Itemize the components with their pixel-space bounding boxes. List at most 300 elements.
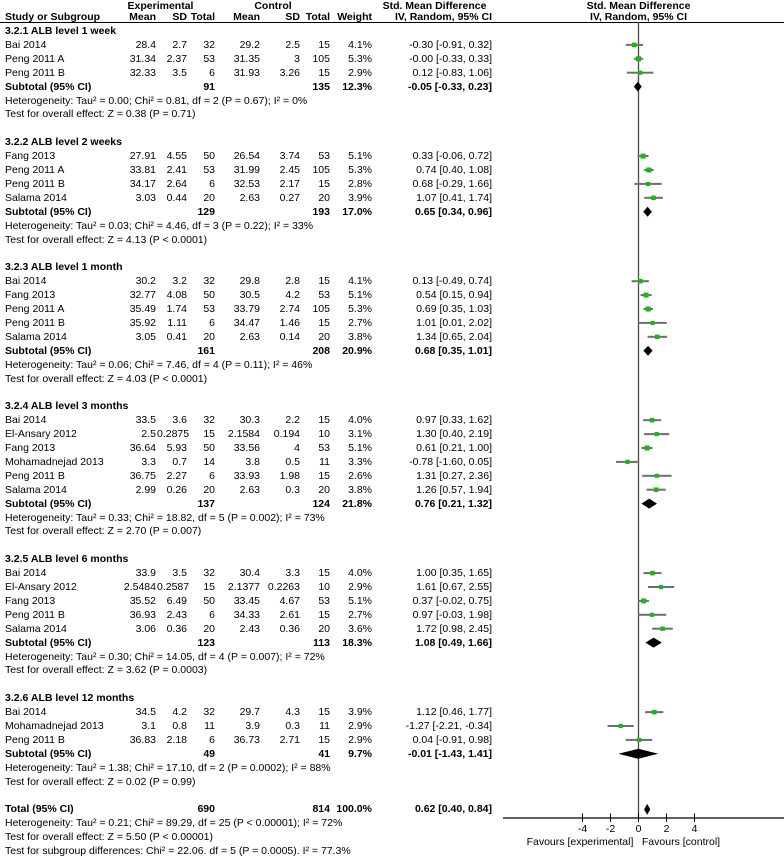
- study-row: [0, 705, 784, 719]
- column-weight: Weight: [337, 10, 372, 23]
- exp-mean: 28.4: [135, 38, 156, 51]
- exp-total: 53: [203, 164, 215, 176]
- ctrl-total: 105: [312, 52, 330, 65]
- smd-ci: -0.78 [-1.60, 0.05]: [409, 455, 492, 468]
- ctrl-sd: 0.14: [279, 330, 300, 343]
- heterogeneity-row: [0, 358, 784, 372]
- weight: 2.9%: [348, 720, 372, 732]
- exp-sd: 2.7: [172, 38, 187, 51]
- study-name: Subtotal (95% CI): [5, 747, 92, 760]
- study-name: Peng 2011 B: [5, 733, 65, 746]
- exp-sd: 2.37: [166, 52, 187, 65]
- weight: 21.8%: [342, 497, 372, 510]
- ctrl-mean: 2.1377: [227, 581, 260, 593]
- exp-total: 20: [203, 483, 215, 496]
- study-name: Total (95% CI): [5, 803, 74, 816]
- exp-sd: 4.08: [166, 289, 187, 302]
- weight: 18.3%: [342, 636, 372, 649]
- smd-ci: 0.65 [0.34, 0.96]: [414, 205, 492, 218]
- study-name: Subtotal (95% CI): [5, 636, 92, 649]
- ctrl-mean: 29.2: [239, 38, 260, 51]
- weight: 5.1%: [348, 150, 372, 163]
- smd-ci: 1.34 [0.65, 2.04]: [416, 330, 492, 343]
- ctrl-sd: 2.2: [285, 414, 300, 427]
- weight: 5.3%: [348, 52, 372, 65]
- study-name: Peng 2011 A: [5, 52, 65, 65]
- ctrl-total: 15: [318, 706, 330, 719]
- weight: 5.1%: [348, 442, 372, 454]
- study-name: Mohamadnejad 2013: [5, 455, 104, 468]
- subtotal-row: [0, 344, 784, 358]
- weight: 5.1%: [348, 289, 372, 302]
- study-name: Peng 2011 A: [5, 303, 65, 315]
- smd-ci: 1.01 [0.01, 2.02]: [416, 316, 492, 329]
- study-row: [0, 66, 784, 80]
- weight: 20.9%: [342, 344, 372, 357]
- ctrl-mean: 31.99: [233, 164, 260, 176]
- study-name: Salama 2014: [5, 483, 67, 496]
- exp-sd: 1.74: [166, 303, 187, 315]
- ctrl-sd: 0.3: [285, 483, 300, 496]
- heterogeneity-row: [0, 650, 784, 664]
- exp-sd: 2.18: [166, 733, 187, 746]
- ctrl-mean: 30.3: [239, 414, 260, 427]
- ctrl-total: 11: [319, 720, 330, 732]
- ctrl-mean: 31.93: [233, 66, 260, 79]
- smd-ci: -0.30 [-0.91, 0.32]: [409, 38, 492, 51]
- section-title-row: [0, 691, 784, 705]
- ctrl-sd: 3: [294, 52, 300, 65]
- effect-test-row: [0, 775, 784, 789]
- study-name: Bai 2014: [5, 275, 47, 288]
- exp-sd: 2.41: [166, 164, 187, 176]
- ctrl-total: 53: [318, 594, 330, 607]
- study-name: Peng 2011 B: [5, 66, 65, 79]
- exp-total: 32: [203, 567, 215, 580]
- exp-mean: 31.34: [129, 52, 156, 65]
- study-name: El-Ansary 2012: [5, 428, 77, 441]
- study-name: El-Ansary 2012: [5, 581, 77, 593]
- plot-title: Std. Mean Difference: [586, 0, 691, 12]
- ctrl-mean: 33.93: [233, 469, 260, 482]
- ctrl-sd: 3.26: [279, 66, 300, 79]
- smd-ci: 0.76 [0.21, 1.32]: [414, 497, 492, 510]
- study-row: [0, 316, 784, 330]
- exp-mean: 34.17: [129, 177, 156, 190]
- study-name: Salama 2014: [5, 330, 67, 343]
- ctrl-mean: 33.79: [233, 303, 260, 315]
- ctrl-mean: 34.33: [233, 608, 260, 621]
- weight: 5.3%: [348, 303, 372, 315]
- weight: 3.1%: [348, 428, 372, 441]
- exp-mean: 2.99: [135, 483, 156, 496]
- weight: 2.6%: [348, 469, 372, 482]
- study-name: Mohamadnejad 2013: [5, 720, 104, 732]
- subtotal-row: [0, 636, 784, 650]
- ctrl-sd: 2.5: [285, 38, 300, 51]
- smd-ci: 0.97 [0.33, 1.62]: [416, 414, 492, 427]
- weight: 100.0%: [336, 803, 372, 816]
- ctrl-mean: 31.35: [233, 52, 260, 65]
- stat-text: Test for overall effect: Z = 0.38 (P = 0.71): [5, 108, 196, 121]
- ctrl-sd: 1.98: [279, 469, 300, 482]
- smd-ci: 1.00 [0.35, 1.65]: [416, 567, 492, 580]
- exp-total: 91: [203, 80, 215, 93]
- ctrl-sd: 4: [294, 442, 300, 454]
- ctrl-total: 105: [312, 303, 330, 315]
- exp-sd: 3.6: [172, 414, 187, 427]
- exp-total: 32: [203, 706, 215, 719]
- ctrl-mean: 26.54: [233, 150, 260, 163]
- heterogeneity-row: [0, 816, 784, 830]
- weight: 5.3%: [348, 164, 372, 176]
- study-name: Peng 2011 A: [5, 164, 65, 176]
- ctrl-sd: 2.61: [279, 608, 300, 621]
- ctrl-total: 124: [312, 497, 330, 510]
- exp-total: 50: [203, 150, 215, 163]
- study-row: [0, 149, 784, 163]
- study-row: [0, 441, 784, 455]
- effect-test-row: [0, 663, 784, 677]
- smd-ci: 1.72 [0.98, 2.45]: [416, 622, 492, 635]
- ctrl-mean: 30.5: [239, 289, 260, 302]
- exp-total: 50: [203, 442, 215, 454]
- subgroup-test-row: [0, 844, 784, 858]
- study-name: Bai 2014: [5, 414, 47, 427]
- ctrl-mean: 29.7: [239, 706, 260, 719]
- exp-mean: 36.93: [129, 608, 156, 621]
- heterogeneity-row: [0, 94, 784, 108]
- section-title-row: [0, 552, 784, 566]
- stat-text: Heterogeneity: Tau² = 0.06; Chi² = 7.46, df = 4 (P = 0.11); I² = 46%: [5, 358, 313, 371]
- study-name: Subtotal (95% CI): [5, 80, 92, 93]
- ctrl-mean: 36.73: [233, 733, 260, 746]
- tick-label: 0: [635, 823, 642, 835]
- study-name: 3.2.4 ALB level 3 months: [5, 400, 129, 413]
- section-title-row: [0, 24, 784, 38]
- ctrl-sd: 2.17: [279, 177, 300, 190]
- study-row: [0, 455, 784, 469]
- weight: 3.9%: [348, 191, 372, 204]
- stat-text: Test for overall effect: Z = 0.02 (P = 0.99): [5, 775, 196, 788]
- axis-label-right: Favours [control]: [641, 836, 721, 848]
- smd-ci: 0.68 [0.35, 1.01]: [414, 344, 492, 357]
- column-group-smd: Std. Mean Difference: [382, 0, 487, 12]
- study-name: Subtotal (95% CI): [5, 344, 92, 357]
- exp-total: 53: [203, 52, 215, 65]
- weight: 12.3%: [342, 80, 372, 93]
- exp-mean: 36.64: [129, 442, 156, 454]
- column-ctrl-sd: SD: [285, 10, 300, 23]
- smd-ci: 0.54 [0.15, 0.94]: [416, 289, 492, 302]
- exp-total: 6: [209, 177, 215, 190]
- ctrl-sd: 3.3: [285, 567, 300, 580]
- exp-total: 32: [203, 275, 215, 288]
- exp-total: 50: [203, 289, 215, 302]
- study-row: [0, 274, 784, 288]
- exp-sd: 0.44: [166, 191, 187, 204]
- study-row: [0, 38, 784, 52]
- exp-mean: 2.5484: [123, 581, 156, 593]
- exp-total: 129: [197, 205, 215, 218]
- exp-total: 6: [209, 608, 215, 621]
- column-ctrl-mean: Mean: [233, 10, 260, 23]
- study-name: 3.2.3 ALB level 1 month: [5, 261, 123, 274]
- ctrl-total: 113: [313, 636, 330, 649]
- weight: 4.1%: [348, 275, 372, 288]
- study-row: [0, 163, 784, 177]
- study-row: [0, 733, 784, 747]
- exp-total: 20: [203, 622, 215, 635]
- study-row: [0, 594, 784, 608]
- ctrl-total: 15: [318, 733, 330, 746]
- study-row: [0, 483, 784, 497]
- exp-sd: 4.55: [166, 150, 187, 163]
- tick-label: 2: [663, 823, 670, 835]
- exp-sd: 3.5: [172, 567, 187, 580]
- ctrl-sd: 0.27: [279, 191, 300, 204]
- ctrl-mean: 2.63: [239, 330, 260, 343]
- ctrl-total: 15: [318, 177, 330, 190]
- ctrl-sd: 0.3: [285, 720, 300, 732]
- exp-sd: 2.27: [166, 469, 187, 482]
- stat-text: Test for overall effect: Z = 3.62 (P = 0.0003): [5, 664, 208, 677]
- study-row: [0, 52, 784, 66]
- exp-sd: 4.2: [172, 706, 187, 719]
- ctrl-total: 15: [318, 414, 330, 427]
- subtotal-row: [0, 747, 784, 761]
- study-name: Salama 2014: [5, 622, 67, 635]
- column-study: Study or Subgroup: [5, 10, 101, 23]
- smd-ci: -1.27 [-2.21, -0.34]: [405, 720, 492, 732]
- exp-total: 15: [203, 581, 215, 593]
- exp-sd: 2.43: [166, 608, 187, 621]
- section-title-row: [0, 399, 784, 413]
- smd-ci: 1.12 [0.46, 1.77]: [416, 706, 492, 719]
- weight: 9.7%: [348, 747, 372, 760]
- smd-ci: 1.61 [0.67, 2.55]: [416, 581, 492, 593]
- stat-text: Heterogeneity: Tau² = 1.38; Chi² = 17.10, df = 2 (P = 0.0002); I² = 88%: [5, 761, 331, 774]
- exp-mean: 27.91: [129, 150, 156, 163]
- study-name: Peng 2011 B: [5, 316, 65, 329]
- weight: 2.8%: [348, 177, 372, 190]
- ctrl-total: 135: [312, 80, 330, 93]
- smd-ci: -0.00 [-0.33, 0.33]: [409, 52, 492, 65]
- ctrl-mean: 2.63: [239, 483, 260, 496]
- exp-total: 53: [203, 303, 215, 315]
- ctrl-sd: 2.71: [279, 733, 300, 746]
- exp-mean: 3.03: [135, 191, 156, 204]
- section-title-row: [0, 260, 784, 274]
- exp-mean: 36.75: [129, 469, 156, 482]
- ctrl-mean: 32.53: [233, 177, 260, 190]
- study-row: [0, 302, 784, 316]
- exp-mean: 32.77: [129, 289, 156, 302]
- weight: 3.8%: [348, 483, 372, 496]
- ctrl-sd: 2.8: [285, 275, 300, 288]
- study-name: Fang 2013: [5, 594, 56, 607]
- weight: 2.9%: [348, 733, 372, 746]
- ctrl-total: 193: [312, 205, 330, 218]
- ctrl-total: 41: [318, 747, 330, 760]
- tick-label: -2: [605, 823, 616, 835]
- ctrl-total: 11: [319, 455, 330, 468]
- ctrl-total: 105: [312, 164, 330, 176]
- stat-text: Test for overall effect: Z = 4.13 (P < 0.0001): [5, 233, 208, 246]
- smd-ci: -0.01 [-1.43, 1.41]: [407, 747, 492, 760]
- ctrl-mean: 33.45: [233, 594, 260, 607]
- exp-sd: 3.2: [172, 275, 187, 288]
- ctrl-mean: 30.4: [239, 567, 260, 580]
- study-name: Subtotal (95% CI): [5, 205, 92, 218]
- ctrl-sd: 2.45: [279, 164, 300, 176]
- exp-sd: 0.2875: [157, 428, 190, 441]
- column-exp-total: Total: [190, 10, 215, 23]
- exp-mean: 36.83: [129, 733, 156, 746]
- column-group-experimental: Experimental: [127, 0, 194, 12]
- smd-ci: 1.30 [0.40, 2.19]: [416, 428, 492, 441]
- subtotal-row: [0, 80, 784, 94]
- study-name: Fang 2013: [5, 289, 56, 302]
- study-name: Peng 2011 B: [5, 469, 65, 482]
- weight: 2.9%: [348, 581, 372, 593]
- smd-ci: 0.04 [-0.91, 0.98]: [412, 733, 492, 746]
- study-row: [0, 330, 784, 344]
- weight: 2.7%: [348, 608, 372, 621]
- study-row: [0, 427, 784, 441]
- ctrl-mean: 2.63: [239, 191, 260, 204]
- ctrl-total: 10: [318, 581, 330, 593]
- tick-label: -4: [577, 823, 588, 835]
- stat-text: Test for overall effect: Z = 5.50 (P < 0.00001): [5, 831, 213, 844]
- ctrl-total: 15: [318, 275, 330, 288]
- exp-mean: 34.5: [135, 706, 156, 719]
- weight: 3.6%: [348, 622, 372, 635]
- ctrl-total: 15: [318, 608, 330, 621]
- ctrl-sd: 0.36: [279, 622, 300, 635]
- exp-total: 32: [203, 38, 215, 51]
- ctrl-total: 53: [318, 289, 330, 302]
- weight: 5.1%: [348, 594, 372, 607]
- exp-total: 49: [203, 747, 215, 760]
- exp-mean: 3.3: [141, 455, 156, 468]
- exp-sd: 0.41: [166, 330, 187, 343]
- weight: 3.8%: [348, 330, 372, 343]
- column-group-control: Control: [254, 0, 292, 12]
- ctrl-total: 53: [318, 150, 330, 163]
- study-row: [0, 469, 784, 483]
- ctrl-mean: 3.8: [245, 455, 260, 468]
- exp-sd: 3.5: [172, 66, 187, 79]
- ctrl-total: 15: [318, 469, 330, 482]
- study-name: 3.2.1 ALB level 1 week: [5, 25, 117, 37]
- ctrl-sd: 4.3: [285, 706, 300, 719]
- exp-sd: 0.26: [166, 483, 187, 496]
- smd-ci: 0.12 [-0.83, 1.06]: [412, 66, 492, 79]
- ctrl-total: 20: [318, 622, 330, 635]
- stat-text: Heterogeneity: Tau² = 0.33; Chi² = 18.82, df = 5 (P = 0.002); I² = 73%: [5, 511, 325, 524]
- effect-test-row: [0, 524, 784, 538]
- stat-text: Heterogeneity: Tau² = 0.00; Chi² = 0.81, df = 2 (P = 0.67); I² = 0%: [5, 94, 308, 107]
- weight: 2.7%: [348, 316, 372, 329]
- smd-ci: 0.33 [-0.06, 0.72]: [412, 150, 492, 163]
- exp-mean: 33.9: [135, 567, 156, 580]
- study-name: Peng 2011 B: [5, 177, 65, 190]
- plot-subtitle: IV, Random, 95% CI: [589, 10, 688, 23]
- exp-mean: 35.52: [129, 594, 156, 607]
- stat-text: Heterogeneity: Tau² = 0.03; Chi² = 4.46, df = 3 (P = 0.22); I² = 33%: [5, 219, 314, 232]
- exp-mean: 33.5: [135, 414, 156, 427]
- exp-mean: 35.92: [129, 316, 156, 329]
- ctrl-total: 20: [318, 483, 330, 496]
- study-row: [0, 288, 784, 302]
- ctrl-total: 20: [318, 330, 330, 343]
- table-header: [0, 0, 784, 23]
- ctrl-total: 53: [318, 442, 330, 454]
- stat-text: Test for subgroup differences: Chi² = 22.06. df = 5 (P = 0.0005). I² = 77.3%: [5, 845, 351, 858]
- study-name: Salama 2014: [5, 191, 67, 204]
- ctrl-total: 15: [318, 316, 330, 329]
- exp-total: 161: [197, 344, 215, 357]
- weight: 17.0%: [342, 205, 372, 218]
- ctrl-mean: 34.47: [233, 316, 260, 329]
- column-ctrl-total: Total: [305, 10, 330, 23]
- exp-mean: 3.05: [135, 330, 156, 343]
- ctrl-mean: 33.56: [233, 442, 260, 454]
- ctrl-mean: 2.1584: [227, 428, 260, 441]
- column-exp-sd: SD: [172, 10, 187, 23]
- subtotal-row: [0, 497, 784, 511]
- study-row: [0, 608, 784, 622]
- study-row: [0, 177, 784, 191]
- total-row: [0, 802, 784, 816]
- smd-ci: 0.13 [-0.49, 0.74]: [412, 275, 492, 288]
- weight: 3.9%: [348, 706, 372, 719]
- ctrl-sd: 2.74: [279, 303, 300, 315]
- exp-total: 32: [203, 414, 215, 427]
- exp-sd: 0.8: [172, 720, 187, 732]
- section-title-row: [0, 135, 784, 149]
- column-exp-mean: Mean: [129, 10, 156, 23]
- heterogeneity-row: [0, 511, 784, 525]
- ctrl-mean: 2.43: [239, 622, 260, 635]
- ctrl-mean: 29.8: [239, 275, 260, 288]
- exp-total: 14: [203, 455, 215, 468]
- ctrl-total: 10: [318, 428, 330, 441]
- smd-ci: 0.68 [-0.29, 1.66]: [412, 177, 492, 190]
- effect-test-row: [0, 372, 784, 386]
- exp-total: 6: [209, 316, 215, 329]
- study-name: Bai 2014: [5, 38, 47, 51]
- exp-sd: 0.2587: [157, 581, 190, 593]
- study-name: Bai 2014: [5, 706, 47, 719]
- weight: 4.1%: [348, 38, 372, 51]
- effect-test-row: [0, 233, 784, 247]
- stat-text: Test for overall effect: Z = 2.70 (P = 0.007): [5, 525, 202, 538]
- study-name: Peng 2011 B: [5, 608, 65, 621]
- exp-total: 20: [203, 191, 215, 204]
- smd-ci: 0.61 [0.21, 1.00]: [416, 442, 492, 454]
- study-name: 3.2.6 ALB level 12 months: [5, 692, 135, 705]
- exp-sd: 0.36: [166, 622, 187, 635]
- study-row: [0, 719, 784, 733]
- exp-mean: 3.06: [135, 622, 156, 635]
- weight: 4.0%: [348, 567, 372, 580]
- ctrl-total: 814: [312, 803, 330, 816]
- study-name: Fang 2013: [5, 150, 56, 163]
- exp-total: 50: [203, 594, 215, 607]
- smd-ci: 1.08 [0.49, 1.66]: [414, 636, 492, 649]
